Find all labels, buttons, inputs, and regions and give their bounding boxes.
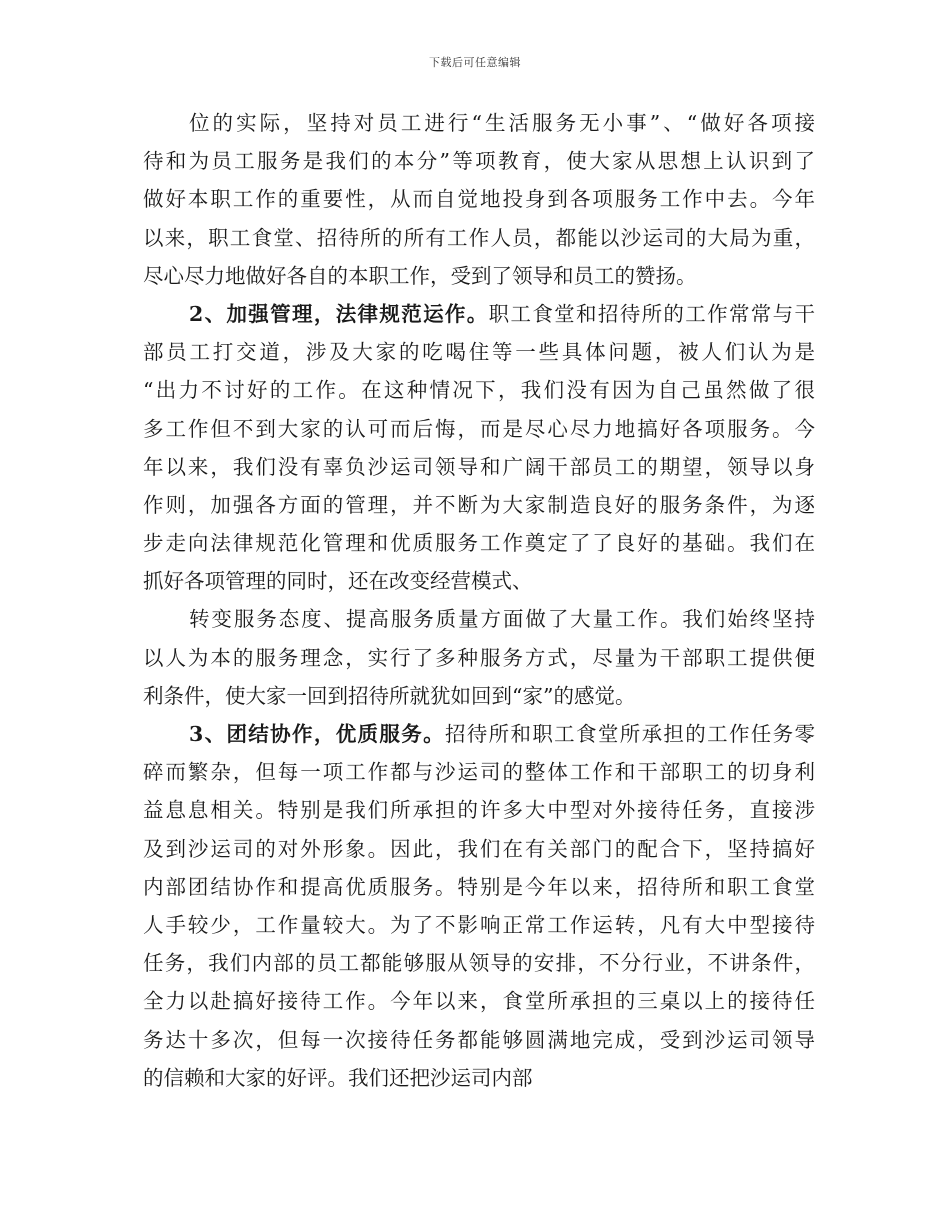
text-line: 年以来，我们没有辜负沙运司领导和广阔干部员工的期望，领导以身 [143,454,815,479]
text-line: 及到沙运司的对外形象。因此，我们在有关部门的配合下，坚持搞好 [143,836,815,861]
text-line: 待和为员工服务是我们的本分”等项教育，使大家从思想上认识到了 [143,149,815,174]
text-line: 抓好各项管理的同时，还在改变经营模式、 [143,569,533,594]
paragraph-1 [143,104,815,295]
text-line [143,715,815,753]
text-line: 以来，职工食堂、招待所的所有工作人员，都能以沙运司的大局为重， [143,225,815,250]
section-heading: 2、加强管理，法律规范运作。 [189,301,489,326]
text-line: 位的实际，坚持对员工进行“生活服务无小事”、“做好各项接 [189,111,815,135]
text-line: 多工作但不到大家的认可而后悔，而是尽心尽力地搞好各项服务。今 [143,416,815,441]
text-span: 招待所和职工食堂所承担的工作任务零 [444,722,815,746]
text-line: “出力不讨好的工作。在这种情况下，我们没有因为自己虽然做了很 [143,378,815,403]
text-span: 职工食堂和招待所的工作常常与干 [488,301,815,326]
text-line: 碎而繁杂，但每一项工作都与沙运司的整体工作和干部职工的切身利 [143,760,815,785]
text-line: 尽心尽力地做好各自的本职工作，受到了领导和员工的赞扬。 [143,263,697,288]
paragraph-3 [143,600,815,715]
text-line: 步走向法律规范化管理和优质服务工作奠定了了良好的基础。我们在 [143,531,815,556]
text-line: 利条件，使大家一回到招待所就犹如回到“家”的感觉。 [143,683,636,708]
text-line: 人手较少，工作量较大。为了不影响正常工作运转，凡有大中型接待 [143,912,815,937]
section-heading: 3、团结协作，优质服务。 [189,722,445,746]
text-line: 的信赖和大家的好评。我们还把沙运司内部 [143,1065,533,1090]
document-body [143,104,815,1097]
text-line: 作则，加强各方面的管理，并不断为大家制造良好的服务条件，为逐 [143,492,815,517]
text-line [143,295,815,333]
paragraph-4 [143,715,815,1097]
text-line: 全力以赴搞好接待工作。今年以来，食堂所承担的三桌以上的接待任 [143,989,815,1014]
text-line: 益息息相关。特别是我们所承担的许多大中型对外接待任务，直接涉 [143,798,815,823]
text-line: 转变服务态度、提高服务质量方面做了大量工作。我们始终坚持 [189,607,815,632]
page-header: 下载后可任意编辑 [429,56,521,69]
text-line: 任务，我们内部的员工都能够服从领导的安排，不分行业，不讲条件， [143,951,815,976]
text-line: 部员工打交道，涉及大家的吃喝住等一些具体问题，被人们认为是 [143,340,815,365]
text-line: 务达十多次，但每一次接待任务都能够圆满地完成，受到沙运司领导 [143,1027,815,1052]
paragraph-2 [143,295,815,601]
text-line: 内部团结协作和提高优质服务。特别是今年以来，招待所和职工食堂 [143,874,815,899]
text-line: 以人为本的服务理念，实行了多种服务方式，尽量为干部职工提供便 [143,645,815,670]
text-line: 做好本职工作的重要性，从而自觉地投身到各项服务工作中去。今年 [143,187,815,212]
